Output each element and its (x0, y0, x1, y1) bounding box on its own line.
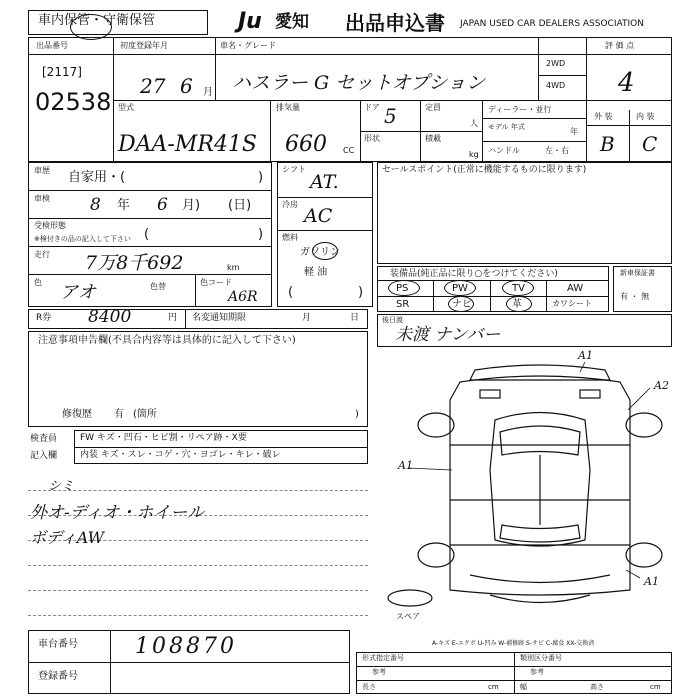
fuel-paren-left: ( (288, 285, 294, 300)
rken-label: R券 (36, 313, 52, 323)
accept-note: ※検付きの品の記入して下さい (34, 235, 131, 243)
inspect-day: (日) (228, 198, 252, 213)
cc-value: 660 (285, 132, 327, 157)
rename-month: 月 (302, 313, 312, 323)
warranty-label: 新車保証書 (620, 269, 655, 277)
storage-title: 車内保管・守衛保管 (38, 13, 156, 28)
damage-mark-3: A1 (398, 459, 413, 472)
repair-label: 修復歴 (62, 409, 92, 420)
shape-label: 形状 (364, 134, 380, 143)
equip-navi: ナビ (452, 299, 472, 310)
dealer-label: ディーラー・並行 (488, 105, 552, 114)
int-score: C (642, 132, 658, 156)
equip-kawaseat: カワシート (552, 299, 592, 308)
color-code-value: A6R (228, 289, 258, 305)
ju-logo: Ju (238, 9, 262, 34)
accept-paren-right: ) (258, 227, 264, 242)
car-name-grade: ハスラー G セットオプション (232, 72, 485, 94)
later-value: 未渡 ナンバー (395, 325, 501, 345)
reg-no-label: 登録番号 (38, 671, 78, 682)
chassis-value: 108870 (135, 634, 237, 659)
mileage-unit: km (227, 263, 240, 272)
year-unit: 年 (570, 127, 578, 136)
door-value: 5 (384, 104, 397, 128)
int-label: 内 装 (636, 112, 655, 121)
lot-label: 出品番号 (36, 41, 68, 50)
accept-paren-left: ( (144, 227, 150, 242)
rename-day: 日 (350, 313, 360, 323)
equip-tv: TV (512, 283, 525, 294)
chassis-label: 車台番号 (38, 639, 78, 650)
cc-label: 排気量 (276, 103, 300, 112)
ac-value: AC (304, 205, 333, 227)
inspect-month-unit: 月) (182, 198, 201, 213)
damage-mark-2: A2 (654, 379, 669, 392)
history-label: 車歴 (34, 166, 50, 175)
name-label: 車名・グレード (220, 41, 276, 50)
handle-label: ハンドル (488, 146, 520, 155)
model-value: DAA-MR41S (118, 132, 258, 157)
logo-place: 愛知 (275, 12, 309, 32)
history-value: 自家用・( (68, 170, 126, 185)
repair-close: ) (355, 409, 359, 420)
notes-label: 注意事項申告欄(不具合内容等は具体的に記入して下さい) (38, 335, 296, 346)
form-title: 出品申込書 (345, 11, 445, 35)
record-label: 記入欄 (30, 451, 58, 461)
color-label: 色 (34, 278, 42, 287)
equip-pw: PW (452, 283, 468, 294)
damage-mark-4: A1 (644, 575, 659, 588)
lot-code: [2117] (42, 65, 82, 79)
score-value: 4 (618, 68, 635, 98)
association-name: JAPAN USED CAR DEALERS ASSOCIATION (460, 19, 644, 29)
shift-value: AT. (310, 171, 339, 193)
inspect-month: 6 (157, 195, 168, 215)
reg-label: 初度登録年月 (120, 41, 168, 50)
damage-mark-1: A1 (578, 349, 593, 362)
sales-label: セールスポイント(正常に機能するものに限ります) (382, 165, 587, 175)
spec-length-unit: cm (488, 683, 499, 691)
repair-have: 有 (114, 409, 124, 420)
inspect-year: 8 (90, 195, 101, 215)
rename-label: 名変通知期限 (192, 313, 247, 323)
load-label: 積載 (425, 134, 441, 143)
inspect-year-unit: 年 (117, 198, 131, 213)
load-unit: kg (469, 150, 479, 159)
note-hand-1: シミ (48, 479, 75, 494)
equip-ps: PS (396, 283, 409, 294)
spec-height-unit: cm (650, 683, 661, 691)
reg-month-unit: 月 (203, 87, 213, 98)
rken-unit: 円 (168, 313, 178, 323)
lot-number: 02538 (35, 88, 112, 116)
color-code-label: 色コード (200, 278, 232, 287)
spec-class-label: 類別区分番号 (520, 654, 562, 662)
spec-ref-2: 参考 (530, 668, 544, 676)
handle-lr: 左・右 (545, 146, 569, 155)
equip-leather: 革 (512, 299, 522, 310)
history-close: ) (258, 170, 264, 185)
drive-2wd: 2WD (546, 59, 566, 68)
accept-label: 受検形態 (34, 221, 66, 230)
spare-tire (388, 590, 432, 606)
record-items: 内装 キズ・スレ・コゲ・穴・ヨゴレ・キレ・破レ (80, 450, 281, 460)
color-value: アオ (60, 282, 96, 303)
mileage-value: 7万8千692 (85, 252, 184, 274)
equip-sr: SR (396, 299, 410, 310)
fuel-paren-right: ) (358, 285, 364, 300)
spare-label: スペア (396, 612, 420, 621)
door-label: ドア (364, 103, 380, 112)
ext-score: B (600, 132, 615, 156)
model-year-label: モデル 年式 (488, 123, 525, 131)
model-label: 型式 (118, 103, 134, 112)
spec-ref-1: 参考 (372, 668, 386, 676)
cap-unit: 人 (470, 119, 478, 128)
spec-length: 長さ (362, 683, 376, 691)
shift-label: シフト (282, 165, 306, 174)
fuel-label: 燃料 (282, 233, 298, 242)
cc-unit: CC (343, 146, 355, 155)
spec-width: 幅 (520, 683, 527, 691)
reg-month: 6 (180, 74, 193, 98)
reg-year: 27 (140, 74, 166, 98)
repair-where: (箇所 (133, 409, 157, 420)
later-label: 後日渡 (382, 316, 403, 324)
damage-legend: A-キズ E-エクボ U-凹み W-補修跡 S-サビ C-腐食 XX-交換済 (432, 640, 595, 647)
note-hand-3: ボディAW (30, 528, 105, 547)
inspect-label: 車検 (34, 194, 50, 203)
fuel-gas: ガソリン (300, 247, 340, 258)
cap-label: 定員 (425, 103, 441, 112)
fuel-diesel: 軽 油 (304, 267, 328, 278)
spec-type-label: 形式指定番号 (362, 654, 404, 662)
warranty-value: 有 ・ 無 (620, 292, 650, 301)
equipment-label: 装備品(純正品に限り○をつけてください) (390, 269, 558, 279)
ext-label: 外 装 (594, 112, 613, 121)
note-hand-2: 外オ-ディオ・ホイール (30, 503, 205, 523)
ac-label: 冷房 (282, 200, 298, 209)
spec-height: 高さ (590, 683, 604, 691)
drive-4wd: 4WD (546, 81, 566, 90)
rken-value: 8400 (88, 307, 132, 327)
equip-aw: AW (567, 283, 584, 294)
inspector-label: 検査員 (30, 434, 58, 444)
score-label: 評 価 点 (605, 41, 635, 50)
color-change: 色替 (150, 282, 166, 291)
mileage-label: 走行 (34, 250, 50, 259)
inspector-items: FW キズ・凹石・ヒビ割・リペア跡・X要 (80, 433, 247, 443)
